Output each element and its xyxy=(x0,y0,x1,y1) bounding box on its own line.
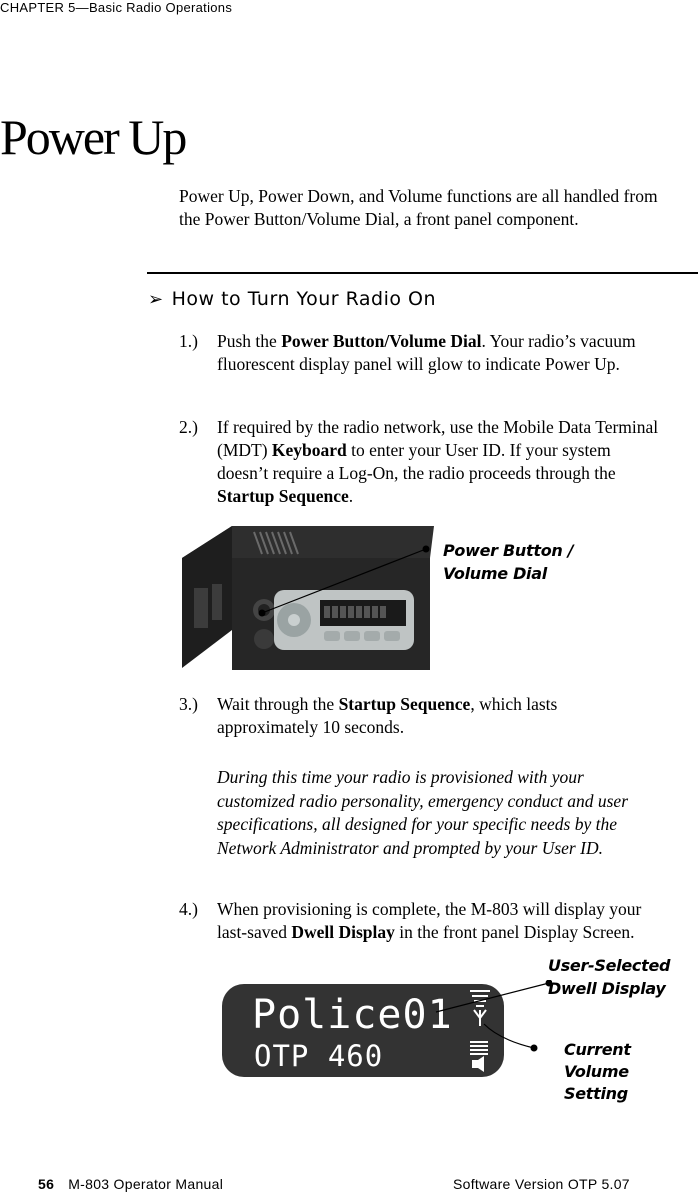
page-title: Power Up xyxy=(0,109,186,165)
dwell-display-callout: User-Selected Dwell Display xyxy=(548,956,671,998)
volume-setting-callout: Current Volume Setting xyxy=(564,1040,631,1103)
display-line-2: OTP 460 xyxy=(254,1039,384,1073)
intro-paragraph: Power Up, Power Down, and Volume functions are all handled from the Power Button/Volume Dial, a front panel component. xyxy=(179,186,658,229)
step-text: Push the Power Button/Volume Dial. Your radio’s vacuum fluorescent display panel will glow to indicate Power Up. xyxy=(217,331,636,374)
step-text: Wait through the Startup Sequence, which lasts approximately 10 seconds. xyxy=(217,694,558,737)
footer-version: Software Version OTP 5.07 xyxy=(453,1176,630,1192)
section-heading-text: How to Turn Your Radio On xyxy=(171,288,437,310)
page-number: 56 xyxy=(38,1176,55,1192)
arrow-bullet-icon: ➢ xyxy=(148,289,164,310)
power-button-callout: Power Button / Volume Dial xyxy=(443,541,574,583)
step-4 xyxy=(179,898,644,944)
display-line-1: Police01 xyxy=(252,992,453,1038)
step-number: 3.) xyxy=(179,694,198,714)
step-number: 4.) xyxy=(179,899,198,919)
section-divider xyxy=(147,272,698,274)
step-number: 1.) xyxy=(179,331,198,351)
step-3 xyxy=(179,693,659,739)
chapter-header: CHAPTER 5—Basic Radio Operations xyxy=(0,0,233,15)
step-text: If required by the radio network, use the Mobile Data Terminal (MDT) Keyboard to enter your User ID. If your system doesn’t require a Log-On, the radio proceeds through the Startup Sequence. xyxy=(217,417,659,506)
manual-title: M-803 Operator Manual xyxy=(68,1176,224,1192)
radio-unit-image xyxy=(172,518,442,680)
provisioning-note: During this time your radio is provisioned with your customized radio personality, emergency conduct and user specifications, all designed for your specific needs by the Network Administrator and prompted by your User ID. xyxy=(217,767,629,858)
section-heading xyxy=(148,288,436,310)
footer-left xyxy=(38,1176,223,1192)
display-screen-image xyxy=(218,980,552,1082)
step-2 xyxy=(179,416,659,508)
step-text: When provisioning is complete, the M-803 will display your last-saved Dwell Display in the front panel Display Screen. xyxy=(217,899,642,942)
step-1 xyxy=(179,330,659,376)
step-number: 2.) xyxy=(179,417,198,437)
